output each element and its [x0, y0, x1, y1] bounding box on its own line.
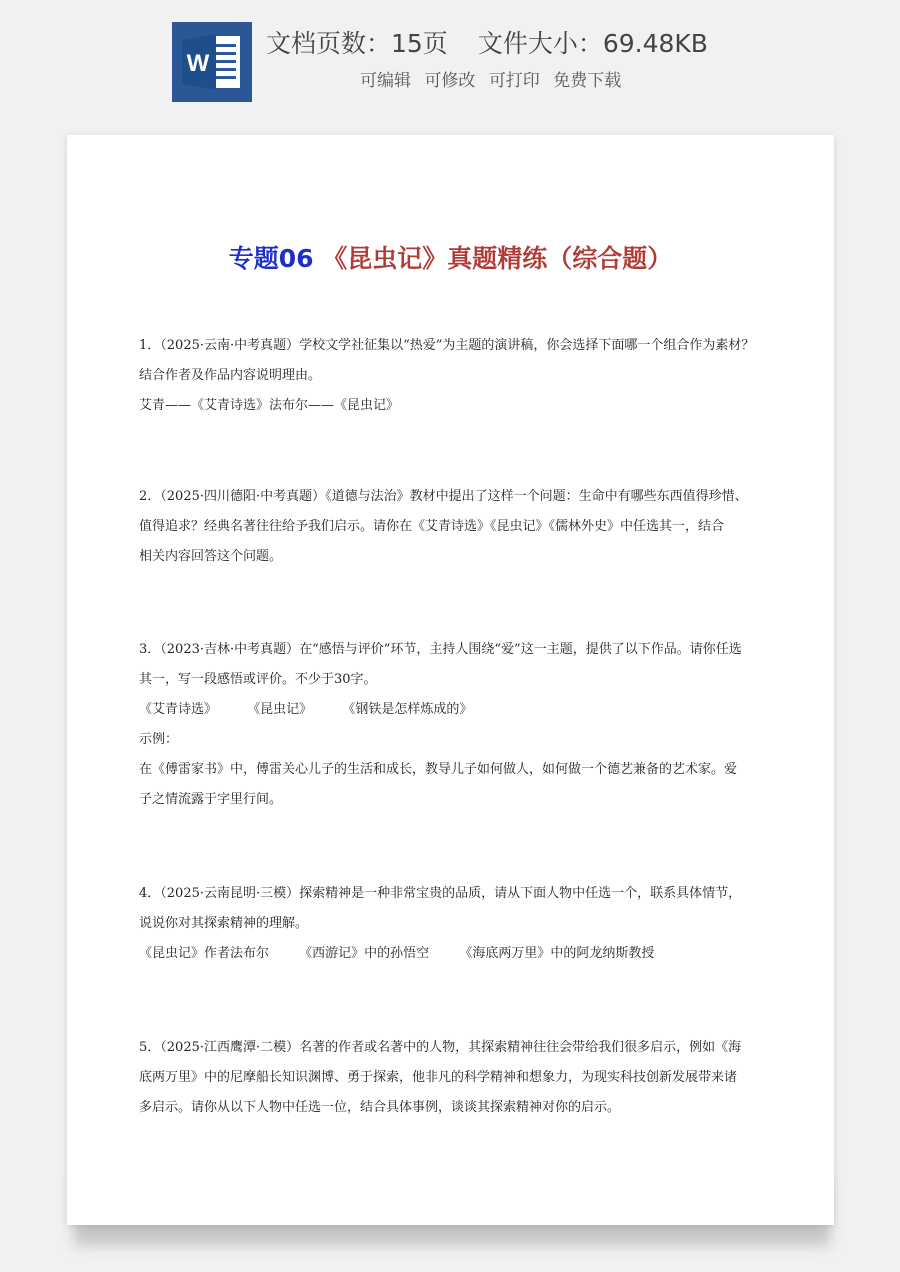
question-line: 1．（2025·云南·中考真题）学校文学社征集以“热爱”为主题的演讲稿，你会选择下面哪一个组合作为素材？	[139, 338, 755, 353]
feature-editable: 可编辑	[360, 71, 411, 91]
character-item: 《昆虫记》作者法布尔	[139, 946, 270, 961]
question-3	[139, 635, 764, 815]
question-line: 多启示。请你从以下人物中任选一位，结合具体事例，谈谈其探索精神对你的启示。	[139, 1100, 621, 1115]
file-size-label: 文件大小：69.48KB	[477, 29, 708, 58]
question-line: 5．（2025·江西鹰潭·二模）名著的作者或名著中的人物，其探索精神往往会带给我们很多启示，例如《海	[139, 1040, 742, 1055]
example-line: 在《傅雷家书》中，傅雷关心儿子的生活和成长，教导儿子如何做人，如何做一个德艺兼备的艺术家。爱	[139, 762, 738, 777]
document-title	[67, 239, 834, 275]
work-item: 《艾青诗选》	[139, 702, 218, 717]
feature-printable: 可打印	[488, 71, 540, 91]
title-prefix: 专题06	[228, 244, 314, 273]
work-item: 《昆虫记》	[247, 702, 313, 717]
work-list	[139, 695, 764, 725]
character-item: 《西游记》中的孙悟空	[299, 946, 430, 961]
feature-list	[360, 66, 629, 91]
example-label: 示例：	[139, 732, 179, 747]
document-page	[67, 135, 834, 1225]
question-line: 底两万里》中的尼摩船长知识渊博、勇于探索，他非凡的科学精神和想象力，为现实科技创新发展带来诸	[139, 1070, 738, 1085]
feature-free-download: 免费下载	[553, 71, 622, 91]
question-line: 相关内容回答这个问题。	[139, 549, 283, 564]
question-line: 4．（2025·云南昆明·三模）探索精神是一种非常宝贵的品质，请从下面人物中任选一个，联系具体情节，	[139, 886, 742, 901]
question-5	[139, 1033, 764, 1123]
question-line: 2．（2025·四川德阳·中考真题）《道德与法治》教材中提出了这样一个问题：生命中有哪些东西值得珍惜、	[139, 489, 748, 504]
feature-modifiable: 可修改	[424, 71, 476, 91]
question-line: 其一，写一段感悟或评价。不少于30字。	[139, 672, 377, 687]
character-list	[139, 939, 764, 969]
question-line: 结合作者及作品内容说明理由。	[139, 368, 322, 383]
example-line: 子之情流露于字里行间。	[139, 792, 283, 807]
question-line: 3．（2023·吉林·中考真题）在“感悟与评价”环节，主持人围绕“爱”这一主题，提供了以下作品。请你任选	[139, 642, 742, 657]
work-item: 《钢铁是怎样炼成的》	[342, 702, 473, 717]
question-4	[139, 879, 764, 969]
question-2	[139, 482, 764, 572]
page-count-label: 文档页数：15页	[266, 29, 448, 58]
document-stats	[266, 24, 708, 60]
question-line: 值得追求？经典名著往往给予我们启示。请你在《艾青诗选》《昆虫记》《儒林外史》中任选其一，结合	[139, 519, 725, 534]
word-document-icon	[172, 22, 252, 102]
character-item: 《海底两万里》中的阿龙纳斯教授	[459, 946, 655, 961]
question-line: 艾青——《艾青诗选》法布尔——《昆虫记》	[139, 398, 400, 413]
title-main: 《昆虫记》真题精练（综合题）	[322, 244, 673, 273]
word-icon-letter: W	[186, 50, 210, 77]
question-line: 说说你对其探索精神的理解。	[139, 916, 309, 931]
document-info-header	[0, 0, 900, 120]
question-1	[139, 331, 764, 421]
